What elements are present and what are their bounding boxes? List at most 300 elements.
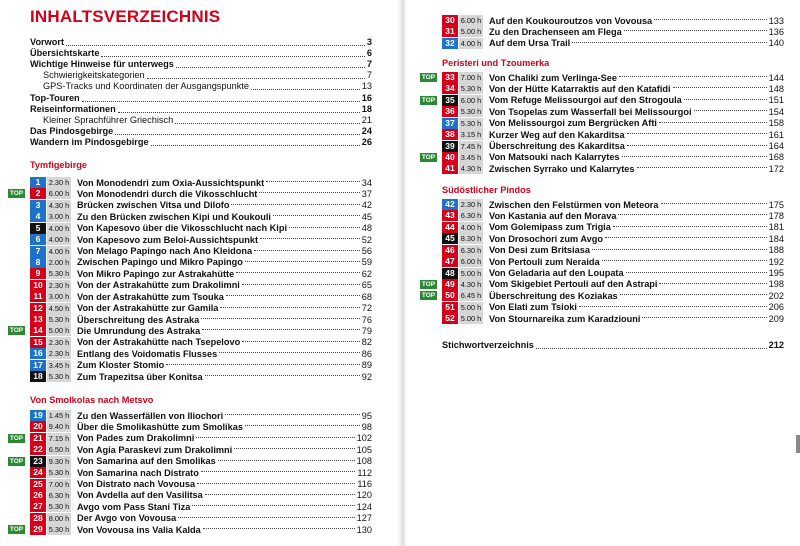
tour-title: Über die Smolikashütte zum Smolikas xyxy=(77,421,243,432)
tour-page: 108 xyxy=(356,456,372,467)
tour-number-badge: 3 xyxy=(30,200,46,211)
tour-title: Überschreitung des Koziakas xyxy=(489,290,618,301)
tour-page: 181 xyxy=(768,222,784,233)
tour-title: Von Kastania auf den Morava xyxy=(489,210,617,221)
tour-duration: 6.00 h xyxy=(460,95,482,105)
leader-dots xyxy=(175,123,360,124)
tour-duration: 8.30 h xyxy=(460,234,482,244)
entry-page: 7 xyxy=(366,70,372,81)
tour-row xyxy=(30,303,372,314)
leader-dots xyxy=(673,86,767,88)
entry-title: Stichwortverzeichnis xyxy=(442,340,534,350)
tour-duration: 2.30 h xyxy=(48,178,70,187)
tour-page: 92 xyxy=(361,371,372,382)
tour-row xyxy=(442,38,784,49)
tour-number-badge: 52 xyxy=(442,313,458,324)
tour-title: Überschreitung des Astraka xyxy=(77,314,200,325)
tour-number-badge: 33 xyxy=(442,72,458,83)
tour-page: 198 xyxy=(768,279,784,290)
tour-row xyxy=(442,245,784,256)
tour-row xyxy=(442,302,784,313)
tour-title: Von Vovousa ins Valia Kalda xyxy=(77,524,201,535)
leader-dots xyxy=(654,18,766,20)
tour-page: 192 xyxy=(768,256,784,267)
tour-duration: 5.30 h xyxy=(48,372,70,382)
tour-page: 154 xyxy=(768,106,784,117)
tour-row xyxy=(30,268,372,279)
tour-page: 112 xyxy=(357,467,372,478)
tour-title: Vom Skigebiet Pertouli auf den Astrapi xyxy=(489,279,658,290)
tour-page: 79 xyxy=(361,325,372,336)
leader-dots xyxy=(178,516,354,518)
tour-page: 151 xyxy=(768,95,784,106)
tour-row xyxy=(442,141,784,152)
tour-page: 105 xyxy=(356,444,372,455)
tour-row xyxy=(442,106,784,117)
tour-number-badge: 18 xyxy=(30,371,46,382)
section-heading: Peristeri und Tzoumerka xyxy=(442,58,550,68)
tour-duration: 4.00 h xyxy=(48,235,70,245)
tour-duration: 5.30 h xyxy=(48,468,70,478)
tour-title: Von Samarina auf den Smolikas xyxy=(77,456,216,467)
tour-page: 98 xyxy=(361,421,372,432)
tour-title: Zwischen Papingo und Mikro Papingo xyxy=(77,257,243,268)
tour-title: Brücken zwischen Vitsa und Dilofo xyxy=(77,200,230,211)
tour-number-badge: 46 xyxy=(442,245,458,256)
entry-page: 3 xyxy=(366,37,372,47)
tour-page: 102 xyxy=(356,433,372,444)
tour-number-badge: 23 xyxy=(30,456,46,467)
tour-page: 72 xyxy=(361,303,372,314)
tour-row xyxy=(30,371,372,382)
tour-page: 133 xyxy=(768,15,784,26)
tour-row xyxy=(442,233,784,244)
tour-duration: 4.00 h xyxy=(460,222,482,232)
tour-number-badge: 51 xyxy=(442,302,458,313)
tour-number-badge: 26 xyxy=(30,490,46,501)
tour-number-badge: 44 xyxy=(442,222,458,233)
toc-entry xyxy=(30,137,372,148)
leader-dots xyxy=(618,213,766,215)
leader-dots xyxy=(242,283,360,285)
leader-dots xyxy=(66,45,365,46)
leader-dots xyxy=(220,306,359,308)
tour-page: 178 xyxy=(768,210,784,221)
leader-dots xyxy=(605,236,767,238)
tour-number-badge: 39 xyxy=(442,141,458,152)
top-tour-badge: TOP xyxy=(9,457,24,465)
tour-number-badge: 50 xyxy=(442,290,458,301)
tour-page: 116 xyxy=(357,479,372,490)
tour-page: 82 xyxy=(361,337,372,348)
tour-number-badge: 24 xyxy=(30,467,46,478)
tour-row xyxy=(30,513,372,524)
leader-dots xyxy=(201,470,355,472)
tour-row xyxy=(30,348,372,359)
tour-number-badge: 15 xyxy=(30,337,46,348)
tour-row xyxy=(442,118,784,129)
tour-number-badge: 1 xyxy=(30,177,46,188)
tour-number-badge: 20 xyxy=(30,421,46,432)
tour-title: Von Melissourgoi zum Bergrücken Afti xyxy=(489,118,657,129)
tour-title: Von Mikro Papingo zur Astrakahütte xyxy=(77,268,235,279)
tour-page: 89 xyxy=(361,360,372,371)
tour-title: Kurzer Weg auf den Kakarditsa xyxy=(489,129,625,140)
tour-title: Von der Astrakahütte zur Gamila xyxy=(77,303,219,314)
tour-page: 161 xyxy=(768,129,784,140)
tour-number-badge: 27 xyxy=(30,501,46,512)
tour-title: Von Pertouli zum Neraida xyxy=(489,256,600,267)
entry-page: 7 xyxy=(366,59,372,70)
section-heading: Südöstlicher Pindos xyxy=(442,185,531,195)
tour-duration: 3.45 h xyxy=(460,152,482,162)
tour-number-badge: 19 xyxy=(30,410,46,421)
tour-duration: 6.00 h xyxy=(460,16,482,25)
tour-row xyxy=(30,314,372,325)
tour-number-badge: 16 xyxy=(30,348,46,359)
tour-number-badge: 38 xyxy=(442,129,458,140)
tour-number-badge: 42 xyxy=(442,199,458,210)
toc-entry xyxy=(30,104,372,115)
entry-page: 212 xyxy=(768,340,784,350)
tour-title: Avgo vom Pass Stani Tiza xyxy=(77,501,191,512)
tour-title: Zu den Brücken zwischen Kipi und Koukouli xyxy=(77,211,271,222)
tour-page: 136 xyxy=(768,26,784,37)
tour-page: 195 xyxy=(768,268,784,279)
leader-dots xyxy=(219,351,360,353)
tour-number-badge: 11 xyxy=(30,291,46,302)
tour-title: Auf dem Ursa Trail xyxy=(489,38,571,49)
leader-dots xyxy=(196,436,354,438)
tour-row xyxy=(30,188,372,199)
tour-page: 52 xyxy=(361,234,372,245)
tour-title: Zu den Drachenseen am Flega xyxy=(489,26,622,37)
leader-dots xyxy=(659,121,767,123)
tour-page: 168 xyxy=(768,152,784,163)
tour-row xyxy=(30,211,372,222)
tour-number-badge: 5 xyxy=(30,223,46,234)
tour-number-badge: 48 xyxy=(442,268,458,279)
leader-dots xyxy=(624,29,767,31)
tour-page: 76 xyxy=(361,314,372,325)
leader-dots xyxy=(613,225,767,227)
section-heading: Tymfigebirge xyxy=(30,160,88,170)
leader-dots xyxy=(684,98,767,100)
tour-row xyxy=(30,421,372,432)
tour-title: Von Pades zum Drakolimni xyxy=(77,433,195,444)
tour-page: 184 xyxy=(768,233,784,244)
leader-dots xyxy=(620,293,767,295)
leader-dots xyxy=(192,504,354,506)
entry-title: Wichtige Hinweise für unterwegs xyxy=(30,59,174,70)
section-heading: Von Smolkolas nach Metsvo xyxy=(30,395,154,405)
tour-duration: 3.00 h xyxy=(48,292,70,302)
leader-dots xyxy=(637,166,767,168)
tour-duration: 3.00 h xyxy=(48,212,70,222)
leader-dots xyxy=(205,374,360,376)
tour-number-badge: 22 xyxy=(30,444,46,455)
top-tour-badge: TOP xyxy=(421,280,436,288)
tour-duration: 6.45 h xyxy=(460,291,482,301)
tour-duration: 5.00 h xyxy=(460,27,482,37)
leader-dots xyxy=(115,134,360,135)
entry-page: 26 xyxy=(361,136,372,147)
tour-number-badge: 21 xyxy=(30,433,46,444)
tour-number-badge: 37 xyxy=(442,118,458,129)
tour-number-badge: 13 xyxy=(30,314,46,325)
tour-duration: 2.30 h xyxy=(48,337,70,347)
tour-number-badge: 29 xyxy=(30,524,46,535)
toc-entry xyxy=(30,59,372,70)
tour-number-badge: 35 xyxy=(442,95,458,106)
tour-row xyxy=(442,210,784,221)
tour-page: 65 xyxy=(361,280,372,291)
leader-dots xyxy=(82,101,360,102)
tour-duration: 2.00 h xyxy=(48,257,70,267)
leader-dots xyxy=(202,328,360,330)
leader-dots xyxy=(242,340,360,342)
book-gutter xyxy=(397,0,407,546)
tour-row xyxy=(30,325,372,336)
tour-title: Zum Trapezitsa über Konitsa xyxy=(77,371,203,382)
tour-page: 45 xyxy=(361,211,372,222)
tour-title: Vom Refuge Melissourgoi auf den Strogoula xyxy=(489,95,682,106)
toc-entry xyxy=(30,48,372,59)
tour-row xyxy=(442,72,784,83)
leader-dots xyxy=(245,424,360,426)
tour-row xyxy=(442,279,784,290)
toc-entry xyxy=(43,81,372,92)
tour-duration: 5.30 h xyxy=(460,118,482,128)
tour-row xyxy=(30,410,372,421)
leader-dots xyxy=(234,447,354,449)
tour-title: Von Distrato nach Vovousa xyxy=(77,479,196,490)
tour-title: Die Umrundung des Astraka xyxy=(77,325,201,336)
tour-duration: 4.30 h xyxy=(460,279,482,289)
tour-title: Überschreitung des Kakarditsa xyxy=(489,141,625,152)
leader-dots xyxy=(166,363,359,365)
tour-row xyxy=(30,280,372,291)
entry-page: 16 xyxy=(361,92,372,103)
leader-dots xyxy=(627,144,767,146)
leader-dots xyxy=(659,282,766,284)
top-tour-badge: TOP xyxy=(9,190,24,198)
entry-title: Wandern im Pindosgebirge xyxy=(30,136,149,147)
tour-number-badge: 7 xyxy=(30,246,46,257)
tour-page: 56 xyxy=(361,246,372,257)
tour-duration: 5.30 h xyxy=(48,525,70,535)
leader-dots xyxy=(642,316,766,318)
tour-duration: 3.15 h xyxy=(460,130,482,140)
tour-number-badge: 14 xyxy=(30,325,46,336)
tour-page: 37 xyxy=(361,188,372,199)
tour-row xyxy=(30,524,372,535)
tour-row xyxy=(30,200,372,211)
tour-row xyxy=(442,26,784,37)
tour-title: Von Agia Paraskevi zum Drakolimni xyxy=(77,444,233,455)
tour-row xyxy=(30,360,372,371)
tour-duration: 2.30 h xyxy=(460,200,482,209)
tour-title: Zwischen Syrrako und Kalarrytes xyxy=(489,163,635,174)
leader-dots xyxy=(231,203,359,205)
entry-title: Das Pindosgebirge xyxy=(30,125,114,136)
entry-title: Übersichtskarte xyxy=(30,48,100,59)
tour-row xyxy=(30,257,372,268)
leader-dots xyxy=(694,109,767,111)
tour-number-badge: 47 xyxy=(442,256,458,267)
leader-dots xyxy=(602,259,767,261)
tour-number-badge: 9 xyxy=(30,268,46,279)
top-tour-badge: TOP xyxy=(421,74,436,81)
tour-title: Von Monodendri zum Oxia-Aussichtspunkt xyxy=(77,177,265,188)
leader-dots xyxy=(259,191,359,193)
tour-duration: 5.30 h xyxy=(460,107,482,117)
tour-row xyxy=(30,246,372,257)
tour-duration: 5.30 h xyxy=(48,315,70,325)
tour-page: 158 xyxy=(768,118,784,129)
tour-row xyxy=(442,313,784,324)
tour-duration: 5.00 h xyxy=(460,302,482,312)
tour-duration: 3.45 h xyxy=(48,360,70,370)
tour-title: Von der Astrakahütte zum Tsouka xyxy=(77,291,224,302)
tour-row xyxy=(30,337,372,348)
tour-row xyxy=(30,433,372,444)
tour-duration: 7.00 h xyxy=(48,479,70,489)
tour-row xyxy=(442,268,784,279)
tour-title: Von der Astrakahütte nach Tsepelovo xyxy=(77,337,241,348)
tour-title: Von Drosochori zum Avgo xyxy=(489,233,603,244)
top-tour-badge: TOP xyxy=(9,327,24,335)
tour-duration: 5.30 h xyxy=(48,502,70,512)
tour-number-badge: 4 xyxy=(30,211,46,222)
tour-duration: 1.45 h xyxy=(48,411,70,420)
tour-row xyxy=(442,290,784,301)
leader-dots xyxy=(254,249,360,251)
tour-duration: 2.30 h xyxy=(48,280,70,290)
tour-page: 130 xyxy=(356,524,372,535)
tour-duration: 4.00 h xyxy=(48,246,70,256)
tour-title: Zu den Wasserfällen von Iliochori xyxy=(77,410,224,421)
tour-page: 127 xyxy=(356,513,372,524)
tour-row xyxy=(442,129,784,140)
tour-title: Auf den Koukouroutzos von Vovousa xyxy=(489,15,653,26)
tour-page: 206 xyxy=(768,302,784,313)
entry-title: Schwierigkeitskategorien xyxy=(43,70,145,81)
tour-title: Zwischen den Felstürmen von Meteora xyxy=(489,199,659,210)
tour-page: 140 xyxy=(768,38,784,49)
page-title: INHALTSVERZEICHNIS xyxy=(30,7,221,26)
leader-dots xyxy=(151,145,360,146)
entry-title: Kleiner Sprachführer Griechisch xyxy=(43,114,174,125)
leader-dots xyxy=(626,271,767,273)
leader-dots xyxy=(101,56,364,57)
tour-title: Von Geladaria auf den Loupata xyxy=(489,268,624,279)
toc-entry xyxy=(43,115,372,126)
tour-duration: 6.30 h xyxy=(460,245,482,255)
tour-number-badge: 12 xyxy=(30,303,46,314)
tour-row xyxy=(30,223,372,234)
tour-duration: 4.30 h xyxy=(460,164,482,174)
leader-dots xyxy=(245,260,360,262)
tour-number-badge: 31 xyxy=(442,26,458,37)
tour-row xyxy=(30,444,372,455)
tour-title: Von Matsouki nach Kalarrytes xyxy=(489,152,620,163)
toc-entry xyxy=(30,126,372,137)
tour-duration: 5.00 h xyxy=(460,314,482,324)
tour-duration: 6.30 h xyxy=(48,490,70,500)
tour-page: 144 xyxy=(768,72,784,83)
tour-duration: 9.40 h xyxy=(48,422,70,432)
leader-dots xyxy=(289,226,360,228)
tour-duration: 4.00 h xyxy=(48,223,70,233)
leader-dots xyxy=(592,248,767,250)
tour-page: 209 xyxy=(768,313,784,324)
entry-title: Vorwort xyxy=(30,37,65,47)
top-tour-badge: TOP xyxy=(421,96,436,104)
leader-dots xyxy=(197,482,355,484)
tour-page: 86 xyxy=(361,348,372,359)
tour-duration: 7.45 h xyxy=(460,141,482,151)
leader-dots xyxy=(619,75,767,77)
leader-dots xyxy=(661,202,767,204)
top-tour-badge: TOP xyxy=(421,292,436,300)
tour-number-badge: 25 xyxy=(30,479,46,490)
tour-row xyxy=(30,490,372,501)
tour-number-badge: 40 xyxy=(442,152,458,163)
leader-dots xyxy=(266,180,360,182)
entry-title: Top-Touren xyxy=(30,92,80,103)
tour-title: Von der Astrakahütte zum Drakolimni xyxy=(77,280,240,291)
tour-page: 188 xyxy=(768,245,784,256)
tour-number-badge: 32 xyxy=(442,38,458,49)
tour-number-badge: 45 xyxy=(442,233,458,244)
tour-number-badge: 34 xyxy=(442,83,458,94)
tour-row xyxy=(442,256,784,267)
tour-page: 48 xyxy=(361,223,372,234)
tour-duration: 9.30 h xyxy=(48,456,70,466)
toc-entry xyxy=(43,70,372,81)
tour-duration: 4.00 h xyxy=(460,38,482,48)
tour-duration: 5.30 h xyxy=(48,269,70,279)
leader-dots xyxy=(622,155,767,157)
tour-row xyxy=(30,467,372,478)
tour-number-badge: 17 xyxy=(30,360,46,371)
tour-page: 172 xyxy=(768,163,784,174)
tour-page: 124 xyxy=(356,501,372,512)
tour-page: 59 xyxy=(361,257,372,268)
toc-entry xyxy=(30,37,372,48)
tour-duration: 4.30 h xyxy=(48,200,70,210)
tour-page: 175 xyxy=(768,199,784,210)
tour-title: Von Desi zum Britsiasa xyxy=(489,245,590,256)
tour-duration: 6.00 h xyxy=(48,189,70,199)
top-tour-badge: TOP xyxy=(421,153,436,161)
tour-row xyxy=(442,152,784,163)
entry-page: 18 xyxy=(361,103,372,114)
tour-row xyxy=(30,234,372,245)
toc-entry xyxy=(30,93,372,104)
tour-row xyxy=(30,177,372,188)
tour-number-badge: 28 xyxy=(30,513,46,524)
tour-row xyxy=(30,479,372,490)
tour-number-badge: 8 xyxy=(30,257,46,268)
tour-title: Entlang des Voidomatis Flusses xyxy=(77,348,218,359)
tour-duration: 7.00 h xyxy=(460,73,482,82)
tour-page: 164 xyxy=(768,141,784,152)
tour-page: 202 xyxy=(768,290,784,301)
tour-row xyxy=(442,199,784,210)
tour-title: Von Kapesovo über die Vikosschlucht nach Kipi xyxy=(77,223,287,234)
